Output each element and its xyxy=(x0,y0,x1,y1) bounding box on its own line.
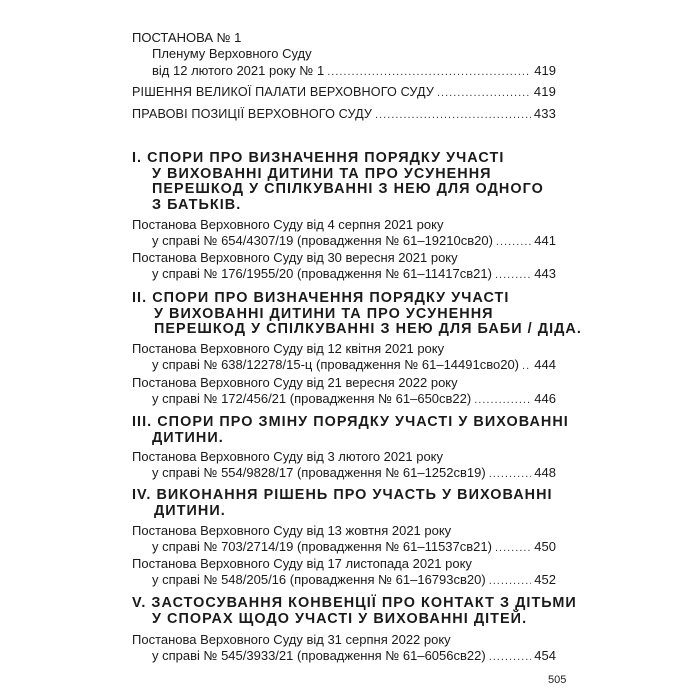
section-heading-line: ДИТИНИ. xyxy=(154,502,226,519)
section-heading-5[interactable] xyxy=(132,596,577,627)
section-heading-1[interactable] xyxy=(132,151,544,213)
entry-page-number: 454 xyxy=(534,648,556,663)
entry-page-number: 446 xyxy=(534,391,556,406)
case-title: Постанова Верховного Суду від 30 вересня 2021 року xyxy=(132,250,458,265)
section-heading-line: ІІІ. СПОРИ ПРО ЗМІНУ ПОРЯДКУ УЧАСТІ У ВИХОВАННІ xyxy=(132,414,569,430)
section-heading-2[interactable] xyxy=(132,291,582,338)
toc-entry-case[interactable] xyxy=(152,266,556,281)
case-reference: у справі № 172/456/21 (провадження № 61–650св22) xyxy=(152,391,472,406)
toc-entry-legal-positions[interactable] xyxy=(132,106,556,121)
entry-page-number: 448 xyxy=(534,465,556,480)
dot-leader xyxy=(375,108,531,123)
entry-page-number: 419 xyxy=(533,84,556,99)
case-title: Постанова Верховного Суду від 3 лютого 2021 року xyxy=(132,449,444,464)
case-reference: у справі № 703/2714/19 (провадження № 61–11537св21) xyxy=(152,539,492,554)
postanova-title: ПОСТАНОВА № 1 xyxy=(132,30,242,45)
toc-entry-postanova[interactable] xyxy=(152,63,556,78)
section-heading-line: У ВИХОВАННІ ДИТИНИ ТА ПРО УСУНЕННЯ xyxy=(154,305,494,322)
entry-text: ПРАВОВІ ПОЗИЦІЇ ВЕРХОВНОГО СУДУ xyxy=(132,107,373,121)
case-title: Постанова Верховного Суду від 31 серпня 2022 року xyxy=(132,632,451,647)
entry-page-number: 443 xyxy=(534,266,556,281)
case-reference: у справі № 548/205/16 (провадження № 61–16793св20) xyxy=(152,572,486,587)
entry-page-number: 419 xyxy=(534,63,556,78)
case-reference: у справі № 545/3933/21 (провадження № 61–6056св22) xyxy=(152,648,486,663)
section-heading-line: У СПОРАХ ЩОДО УЧАСТІ У ВИХОВАННІ ДІТЕЙ. xyxy=(152,610,528,627)
toc-entry-case[interactable] xyxy=(152,357,556,372)
toc-entry-grand-chamber[interactable] xyxy=(132,84,556,99)
dot-leader xyxy=(489,574,532,589)
section-heading-3[interactable] xyxy=(132,415,569,446)
dot-leader xyxy=(496,235,531,250)
case-reference: у справі № 554/9828/17 (провадження № 61–1252св19) xyxy=(152,465,486,480)
section-heading-line: І. СПОРИ ПРО ВИЗНАЧЕННЯ ПОРЯДКУ УЧАСТІ xyxy=(132,150,505,166)
postanova-subtitle: Пленуму Верховного Суду xyxy=(152,46,312,61)
toc-entry-case[interactable] xyxy=(152,391,556,406)
section-heading-line: ІV. ВИКОНАННЯ РІШЕНЬ ПРО УЧАСТЬ У ВИХОВАННІ xyxy=(132,487,553,503)
toc-entry-case[interactable] xyxy=(152,233,556,248)
section-heading-line: ПЕРЕШКОД У СПІЛКУВАННІ З НЕЮ ДЛЯ БАБИ / ДІДА. xyxy=(154,321,582,337)
dot-leader xyxy=(489,467,532,482)
case-title: Постанова Верховного Суду від 4 серпня 2021 року xyxy=(132,217,444,232)
dot-leader xyxy=(437,86,531,101)
case-title: Постанова Верховного Суду від 21 вересня 2022 року xyxy=(132,375,458,390)
entry-text: від 12 лютого 2021 року № 1 xyxy=(152,63,325,78)
toc-entry-case[interactable] xyxy=(152,465,556,480)
toc-entry-case[interactable] xyxy=(152,648,556,663)
case-reference: у справі № 176/1955/20 (провадження № 61–11417св21) xyxy=(152,266,492,281)
case-title: Постанова Верховного Суду від 12 квітня 2021 року xyxy=(132,341,445,356)
entry-page-number: 441 xyxy=(534,233,556,248)
section-heading-line: У ВИХОВАННІ ДИТИНИ ТА ПРО УСУНЕННЯ xyxy=(152,165,492,182)
dot-leader xyxy=(522,359,531,374)
entry-page-number: 444 xyxy=(534,357,556,372)
entry-page-number: 433 xyxy=(533,106,556,121)
dot-leader xyxy=(474,393,531,408)
case-reference: у справі № 638/12278/15-ц (провадження № 61–14491сво20) xyxy=(152,357,520,372)
section-heading-line: V. ЗАСТОСУВАННЯ КОНВЕНЦІЇ ПРО КОНТАКТ З ДІТЬМИ xyxy=(132,595,577,611)
entry-text: РІШЕННЯ ВЕЛИКОЇ ПАЛАТИ ВЕРХОВНОГО СУДУ xyxy=(132,85,434,99)
toc-entry-case[interactable] xyxy=(152,572,556,587)
section-heading-line: ДИТИНИ. xyxy=(152,429,224,446)
dot-leader xyxy=(495,268,531,283)
entry-page-number: 450 xyxy=(534,539,556,554)
dot-leader xyxy=(495,541,531,556)
dot-leader xyxy=(327,65,531,80)
section-heading-line: ПЕРЕШКОД У СПІЛКУВАННІ З НЕЮ ДЛЯ ОДНОГО xyxy=(152,181,544,197)
case-title: Постанова Верховного Суду від 17 листопада 2021 року xyxy=(132,556,472,571)
toc-entry-case[interactable] xyxy=(152,539,556,554)
case-reference: у справі № 654/4307/19 (провадження № 61–19210св20) xyxy=(152,233,493,248)
case-title: Постанова Верховного Суду від 13 жовтня 2021 року xyxy=(132,523,452,538)
section-heading-4[interactable] xyxy=(132,488,553,519)
page-number: 505 xyxy=(548,674,567,686)
dot-leader xyxy=(489,650,532,665)
entry-page-number: 452 xyxy=(534,572,556,587)
section-heading-line: ІІ. СПОРИ ПРО ВИЗНАЧЕННЯ ПОРЯДКУ УЧАСТІ xyxy=(132,290,510,306)
section-heading-line: З БАТЬКІВ. xyxy=(152,196,242,213)
